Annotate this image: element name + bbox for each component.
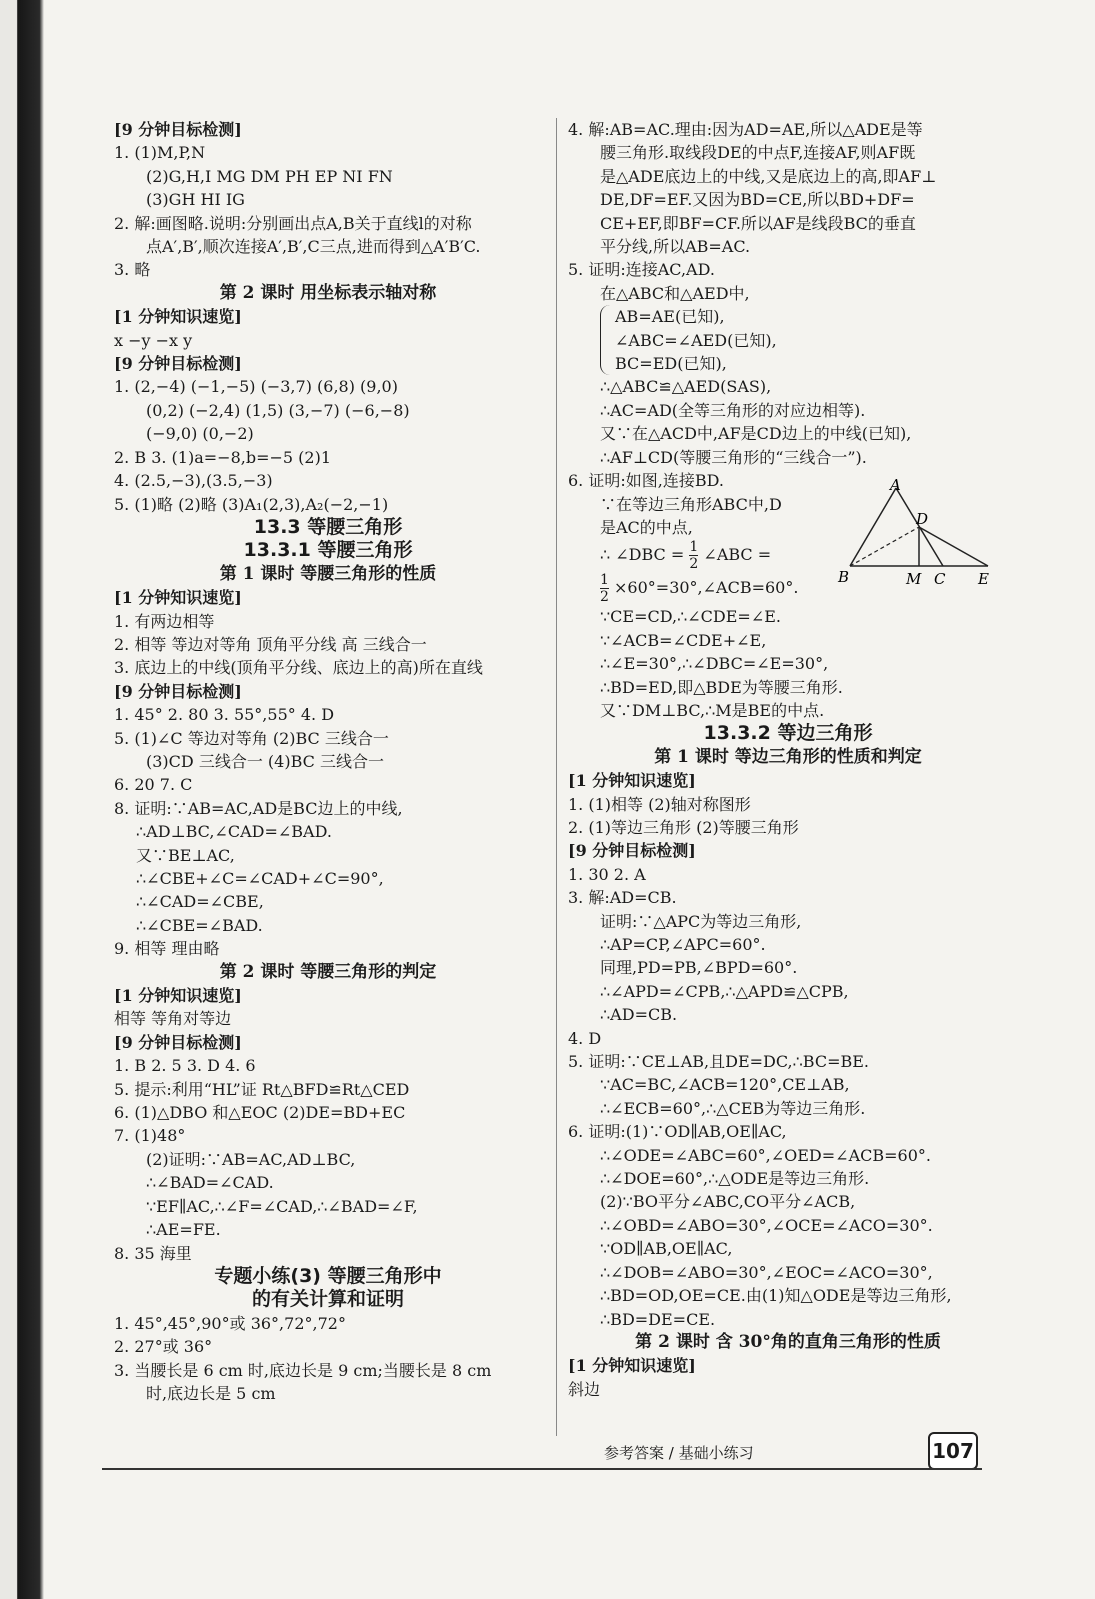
text-line: 又∵DM⊥BC,∴M是BE的中点. xyxy=(600,700,825,720)
text-line: (2)∵BO平分∠ABC,CO平分∠ACB, xyxy=(600,1192,856,1212)
text-line: 3. 底边上的中线(顶角平分线、底边上的高)所在直线 xyxy=(114,658,483,678)
text-line: 3. 解:AD=CB. xyxy=(568,888,677,908)
section-heading: 13.3.2 等边三角形 xyxy=(703,722,873,745)
text-line: 斜边 xyxy=(568,1379,601,1399)
column-divider xyxy=(556,118,557,1436)
text-line: 3. 略 xyxy=(114,260,151,280)
text-line: 2. (1)等边三角形 (2)等腰三角形 xyxy=(568,817,799,837)
text-line: 4. D xyxy=(568,1028,602,1048)
text-line: 6. 证明:(1)∵OD∥AB,OE∥AC, xyxy=(568,1122,787,1142)
label-B: B xyxy=(838,568,850,586)
fraction-line: ∴ ∠DBC = $\frac{1}{2}$ ∠ABC = xyxy=(600,539,772,573)
text-line: ∴BD=ED,即△BDE为等腰三角形. xyxy=(600,677,843,697)
text-line: 5. 提示:利用“HL”证 Rt△BFD≌Rt△CED xyxy=(114,1079,410,1099)
text-line: ∴AC=AD(全等三角形的对应边相等). xyxy=(600,400,866,420)
section-heading: 第 1 课时 等腰三角形的性质 xyxy=(219,563,437,584)
text-line: 6. 20 7. C xyxy=(114,775,193,795)
triangle-figure xyxy=(838,476,998,588)
section-heading: 13.3 等腰三角形 xyxy=(253,515,403,538)
text-line: 1. B 2. 5 3. D 4. 6 xyxy=(114,1056,256,1076)
text-line: ∴AD=CB. xyxy=(600,1005,678,1025)
footer-label: 参考答案 / 基础小练习 xyxy=(604,1444,754,1462)
text-line: (−9,0) (0,−2) xyxy=(146,424,254,444)
text-line: ∴∠OBD=∠ABO=30°,∠OCE=∠ACO=30°. xyxy=(600,1215,933,1235)
text-line: 6. (1)△DBO 和△EOC (2)DE=BD+EC xyxy=(114,1103,406,1123)
text-line: (3)GH HI IG xyxy=(146,190,245,210)
label-A: A xyxy=(890,476,901,494)
section-tag: [9 分钟目标检测] xyxy=(114,354,242,374)
text-line: ∴∠ECB=60°,∴△CEB为等边三角形. xyxy=(600,1098,866,1118)
text-line: ∴∠CBE=∠BAD. xyxy=(136,915,263,935)
text-line: 5. 证明:∵CE⊥AB,且DE=DC,∴BC=BE. xyxy=(568,1052,870,1072)
section-tag: [9 分钟目标检测] xyxy=(114,120,242,139)
text-line: 5. 证明:连接AC,AD. xyxy=(568,260,715,280)
label-D: D xyxy=(916,510,929,528)
text-line: DE,DF=EF.又因为BD=CE,所以BD+DF= xyxy=(600,190,915,210)
text-line: ∵CE=CD,∴∠CDE=∠E. xyxy=(600,607,782,627)
text-line: 1. 有两边相等 xyxy=(114,611,215,631)
label-E: E xyxy=(978,570,989,588)
text-line: 1. 45° 2. 80 3. 55°,55° 4. D xyxy=(114,705,335,725)
section-tag: [9 分钟目标检测] xyxy=(114,681,242,701)
text-line: ∴∠CBE+∠C=∠CAD+∠C=90°, xyxy=(136,869,384,888)
text-line: ∵∠ACB=∠CDE+∠E, xyxy=(600,630,767,650)
text-line: 1. (2,−4) (−1,−5) (−3,7) (6,8) (9,0) xyxy=(114,377,398,397)
text-line: ∴∠CAD=∠CBE, xyxy=(136,892,264,912)
section-heading: 第 1 课时 等边三角形的性质和判定 xyxy=(654,746,922,767)
text-line: ∴AF⊥CD(等腰三角形的“三线合一”). xyxy=(600,447,867,467)
text-line: ∵EF∥AC,∴∠F=∠CAD,∴∠BAD=∠F, xyxy=(146,1196,418,1216)
brace-line: BC=ED(已知), xyxy=(615,354,727,374)
fraction-line-2: $\frac{1}{2}$ ×60°=30°,∠ACB=60°. xyxy=(600,572,799,606)
book-spine xyxy=(0,0,44,1599)
text-line: ∴AP=CP,∠APC=60°. xyxy=(600,935,766,954)
text-line: 2. B 3. (1)a=−8,b=−5 (2)1 xyxy=(114,447,331,467)
text-line: 平分线,所以AB=AC. xyxy=(600,237,751,257)
text-line: 时,底边长是 5 cm xyxy=(146,1383,276,1403)
text-line: 4. 解:AB=AC.理由:因为AD=AE,所以△ADE是等 xyxy=(568,120,923,139)
text-line: ∴∠ODE=∠ABC=60°,∠OED=∠ACB=60°. xyxy=(600,1145,931,1165)
text-line: 4. (2.5,−3),(3.5,−3) xyxy=(114,471,273,491)
text-line: ∴∠DOB=∠ABO=30°,∠EOC=∠ACO=30°, xyxy=(600,1262,933,1282)
text-line: 8. 35 海里 xyxy=(114,1243,192,1263)
text-line: (0,2) (−2,4) (1,5) (3,−7) (−6,−8) xyxy=(146,400,410,420)
text-line: ∴∠BAD=∠CAD. xyxy=(146,1173,274,1193)
text-line: ∴AD⊥BC,∠CAD=∠BAD. xyxy=(136,822,332,842)
section-heading: 的有关计算和证明 xyxy=(251,1288,404,1311)
text-line: 是△ADE底边上的中线,又是底边上的高,即AF⊥ xyxy=(600,166,937,186)
text-line: ∴∠E=30°,∴∠DBC=∠E=30°, xyxy=(600,654,829,674)
right-column xyxy=(568,118,1008,1401)
text-line: 5. (1)∠C 等边对等角 (2)BC 三线合一 xyxy=(114,728,389,748)
text-line: 9. 相等 理由略 xyxy=(114,939,220,959)
text-line: 7. (1)48° xyxy=(114,1126,186,1146)
text-line: 又∵在△ACD中,AF是CD边上的中线(已知), xyxy=(600,424,912,444)
section-heading: 专题小练(3) 等腰三角形中 xyxy=(214,1264,442,1287)
text-line: (2)G,H,I MG DM PH EP NI FN xyxy=(146,166,393,186)
section-tag: [1 分钟知识速览] xyxy=(568,771,696,791)
text-line: 同理,PD=PB,∠BPD=60°. xyxy=(600,958,798,978)
text-line: ∴BD=OD,OE=CE.由(1)知△ODE是等边三角形, xyxy=(600,1286,952,1306)
text-line: 在△ABC和△AED中, xyxy=(600,283,750,303)
label-C: C xyxy=(934,570,946,588)
section-tag: [9 分钟目标检测] xyxy=(568,841,696,861)
text-line: 1. 30 2. A xyxy=(568,864,646,884)
section-tag: [1 分钟知识速览] xyxy=(114,307,242,327)
section-heading: 13.3.1 等腰三角形 xyxy=(243,539,413,562)
text-line: ∴∠DOE=60°,∴△ODE是等边三角形. xyxy=(600,1169,870,1189)
section-tag: [9 分钟目标检测] xyxy=(114,1032,242,1052)
text-line: 8. 证明:∵AB=AC,AD是BC边上的中线, xyxy=(114,798,403,818)
text-line: CE+EF,即BF=CF.所以AF是线段BC的垂直 xyxy=(600,213,916,233)
text-line: 1. 45°,45°,90°或 36°,72°,72° xyxy=(114,1313,346,1333)
text-line: 2. 解:画图略.说明:分别画出点A,B关于直线l的对称 xyxy=(114,213,472,233)
text-line: 3. 当腰长是 6 cm 时,底边长是 9 cm;当腰长是 8 cm xyxy=(114,1360,492,1380)
page-number: 107 xyxy=(928,1432,978,1470)
text-line: 腰三角形.取线段DE的中点F,连接AF,则AF既 xyxy=(600,143,916,163)
brace-line: ∠ABC=∠AED(已知), xyxy=(615,330,777,350)
text-line: (2)证明:∵AB=AC,AD⊥BC, xyxy=(146,1149,356,1169)
text-line: x −y −x y xyxy=(114,330,193,350)
section-tag: [1 分钟知识速览] xyxy=(568,1356,696,1376)
text-line: 点A′,B′,顺次连接A′,B′,C三点,进而得到△A′B′C. xyxy=(146,237,481,257)
text-line: 1. (1)相等 (2)轴对称图形 xyxy=(568,794,751,814)
text-line: (3)CD 三线合一 (4)BC 三线合一 xyxy=(146,751,384,771)
text-line: ∵AC=BC,∠ACB=120°,CE⊥AB, xyxy=(600,1075,850,1095)
text-line: 是AC的中点, xyxy=(600,517,693,537)
text-line: ∵在等边三角形ABC中,D xyxy=(600,494,782,514)
footer-rule xyxy=(102,1468,982,1470)
text-line: ∴AE=FE. xyxy=(146,1220,221,1240)
text-line: 2. 27°或 36° xyxy=(114,1337,213,1357)
text-line: 相等 等角对等边 xyxy=(114,1009,232,1029)
text-line: ∴BD=DE=CE. xyxy=(600,1309,716,1329)
text-line: 又∵BE⊥AC, xyxy=(136,845,235,865)
brace-line: AB=AE(已知), xyxy=(615,307,725,327)
section-heading: 第 2 课时 含 30°角的直角三角形的性质 xyxy=(635,1331,941,1352)
text-line: ∴∠APD=∠CPB,∴△APD≌△CPB, xyxy=(600,981,849,1001)
text-line: 2. 相等 等边对等角 顶角平分线 高 三线合一 xyxy=(114,634,427,654)
label-M: M xyxy=(906,570,922,588)
text-line: ∴△ABC≌△AED(SAS), xyxy=(600,377,772,397)
text-line: 5. (1)略 (2)略 (3)A₁(2,3),A₂(−2,−1) xyxy=(114,494,389,514)
section-tag: [1 分钟知识速览] xyxy=(114,986,242,1006)
text-line: 6. 证明:如图,连接BD. xyxy=(568,471,724,491)
text-line: 证明:∵△APC为等边三角形, xyxy=(600,911,802,931)
text-line: ∵OD∥AB,OE∥AC, xyxy=(600,1239,733,1259)
left-column xyxy=(114,118,542,1405)
section-tag: [1 分钟知识速览] xyxy=(114,588,242,608)
section-heading: 第 2 课时 用坐标表示轴对称 xyxy=(219,282,437,303)
condition-brace xyxy=(568,305,1008,375)
text-line: 1. (1)M,P,N xyxy=(114,143,206,163)
section-heading: 第 2 课时 等腰三角形的判定 xyxy=(219,961,437,982)
